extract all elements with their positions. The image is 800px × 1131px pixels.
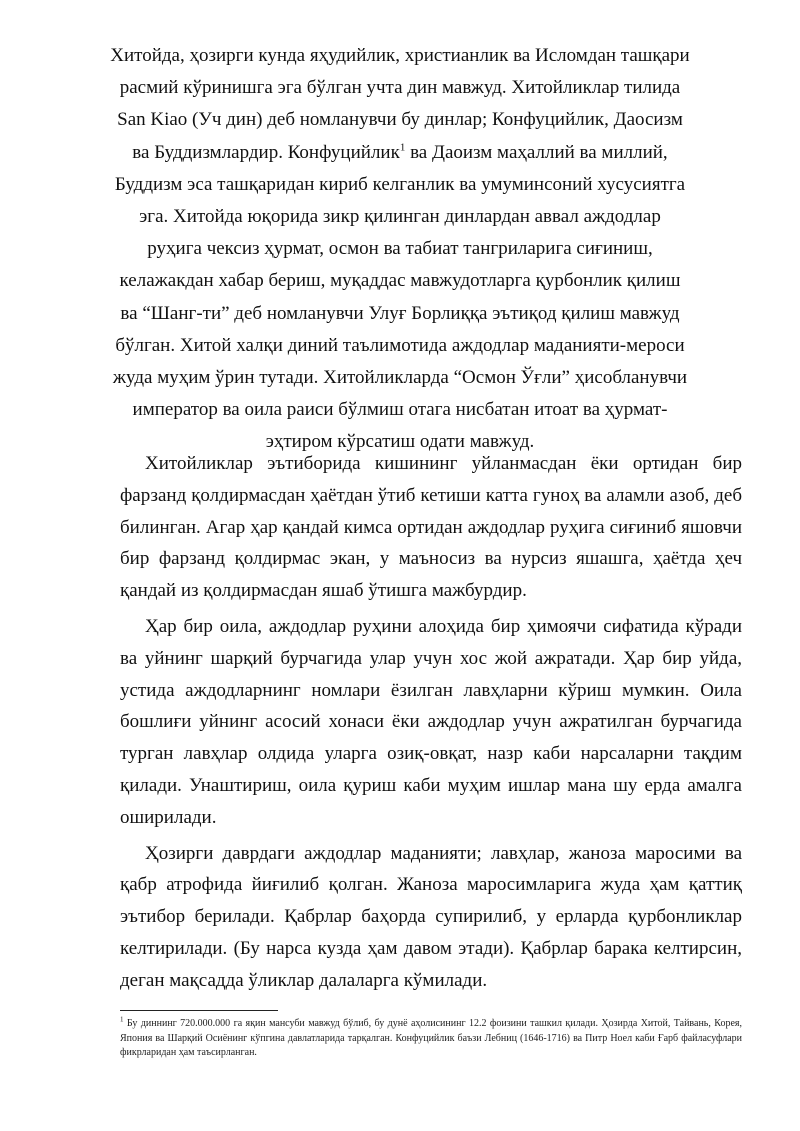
body-text: [120, 448, 742, 1001]
footnote: [120, 1017, 742, 1061]
paragraph-2: Ҳар бир оила, аждодлар руҳини алоҳида бир ҳимоячи сифатида кўради ва уйнинг шарқий бурчагида улар учун хос жой ажратади. Ҳар бир уйда, устида аждодларнинг номлари ёзилган лавҳларни кўриш мумкин. Оила бошлиғи уйнинг асосий хонаси ёки аждодлар учун ажратилган бурчагида турган лавҳлар олдида уларга озиқ-овқат, назр каби нарсаларни тақдим қилади. Унаштириш, оила қуриш каби муҳим ишлар мана шу ерда амалга оширилади.: [120, 615, 742, 828]
paragraph-1: Хитойликлар эътиборида кишининг уйланмасдан ёки ортидан бир фарзанд қолдирмасдан ҳаётдан ўтиб кетиши катта гуноҳ ва аламли азоб, деб билинган. Агар ҳар қандай кимса ортидан аждодлар руҳига сиғиниб яшовчи бир фарзанд қолдирмас экан, у маъносиз ва нурсиз яшашга, ҳаётда ҳеч қандай из қолдирмасдан яшаб ўтишга мажбурдир.: [120, 453, 742, 602]
paragraph-3: Ҳозирги даврдаги аждодлар маданияти; лавҳлар, жаноза маросими ва қабр атрофида йиғилиб қолган. Жаноза маросимларига жуда ҳам қаттиқ эътибор берилади. Қабрлар баҳорда супирилиб, у ерларда қурбонликлар келтирилади. (Бу нарса кузда ҳам давом этади). Қабрлар барака келтирсин, деган мақсадда ўликлар далаларга кўмилади.: [120, 842, 742, 991]
footnote-divider: [120, 1010, 278, 1011]
footnote-text: Бу диннинг 720.000.000 га яқин мансуби мавжуд бўлиб, бу дунё аҳолисининг 12.2 фоизини ташкил қилади. Ҳозирда Хитой, Тайвань, Корея, Япония ва Шарқий Осиёнинг кўпгина давлатларида тарқалган. Конфуцийлик баъзи Лебниц (1646-1716) ва Питр Ноел каби Ғарб файласуфлари фикрларидан ҳам таъсирланган.: [120, 1018, 742, 1058]
intro-text-start: Хитойда, ҳозирги кунда яҳудийлик, христианлик ва Исломдан ташқари расмий кўринишга эга бўлган учта дин мавжуд. Хитойликлар тилида San Kiao (Уч дин) деб номланувчи бу динлар; Конфуцийлик, Даосизм ва Буддизмлардир. Конфуцийлик: [110, 45, 690, 163]
intro-text-end: ва Даоизм маҳаллий ва миллий, Буддизм эса ташқаридан кириб келганлик ва умуминсоний хусусиятга эга. Хитойда юқорида зикр қилинган динлардан аввал аждодлар руҳига чексиз ҳурмат, осмон ва табиат тангриларига сиғиниш, келажакдан хабар бериш, муқаддас мавжудотларга қурбонлик қилиш ва “Шанг-ти” деб номланувчи Улуғ Борлиққа эътиқод қилиш мавжуд бўлган. Хитой халқи диний таълимотида аждодлар маданияти-мероси жуда муҳим ўрин тутади. Хитойликларда “Осмон Ўғли” ҳисобланувчи император ва оила раиси бўлмиш отага нисбатан итоат ва ҳурмат-эҳтиром кўрсатиш одати мавжуд.: [112, 141, 688, 453]
footnote-reference[interactable]: 1: [399, 141, 406, 154]
intro-paragraph: [110, 40, 690, 459]
footnote-mark: 1: [120, 1015, 124, 1024]
